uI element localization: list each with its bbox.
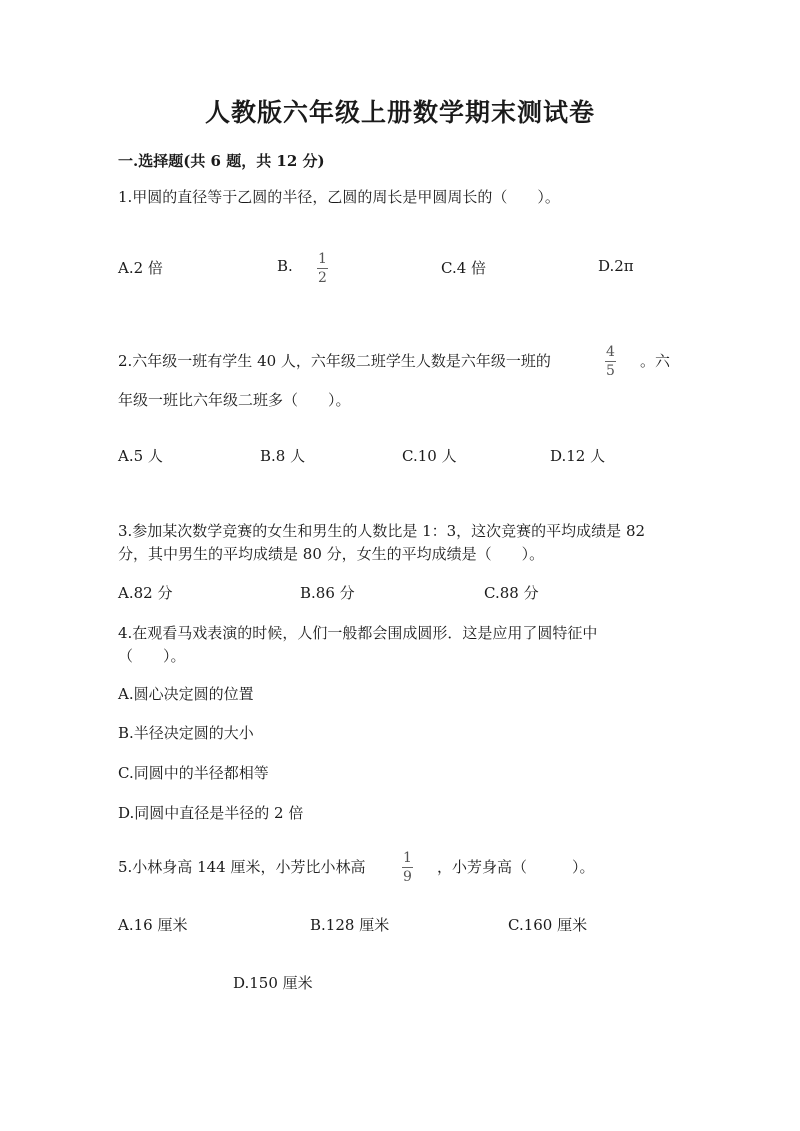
fraction-denominator: 2 (318, 270, 327, 286)
q2-fraction (605, 345, 616, 378)
q2-option-c[interactable]: C.10 人 (402, 447, 457, 465)
q5-option-d[interactable]: D.150 厘米 (233, 974, 313, 992)
q4-option-d[interactable]: D.同圆中直径是半径的 2 倍 (118, 804, 304, 822)
fraction-numerator: 1 (318, 251, 327, 267)
question-4-line-1: 4.在观看马戏表演的时候，人们一般都会围成圆形．这是应用了圆特征中 (118, 624, 598, 642)
question-2-line-1-end: 。六 (640, 352, 671, 370)
question-2-line-1: 2.六年级一班有学生 40 人，六年级二班学生人数是六年级一班的 (118, 352, 551, 370)
question-3-line-2: 分，其中男生的平均成绩是 80 分，女生的平均成绩是（ ）。 (118, 545, 545, 563)
question-5-text-end: ，小芳身高（ ）。 (437, 858, 595, 876)
q3-option-b[interactable]: B.86 分 (300, 584, 355, 602)
q5-option-c[interactable]: C.160 厘米 (508, 916, 588, 934)
q1-option-c[interactable]: C.4 倍 (441, 259, 487, 277)
q5-option-b[interactable]: B.128 厘米 (310, 916, 390, 934)
q2-option-d[interactable]: D.12 人 (550, 447, 606, 465)
q4-option-c[interactable]: C.同圆中的半径都相等 (118, 764, 269, 782)
q4-option-a[interactable]: A.圆心决定圆的位置 (118, 685, 254, 703)
q3-option-c[interactable]: C.88 分 (484, 584, 539, 602)
q1-option-a[interactable]: A.2 倍 (118, 259, 163, 277)
fraction-numerator: 1 (403, 850, 412, 866)
fraction-bar (317, 268, 328, 269)
q5-option-a[interactable]: A.16 厘米 (118, 916, 188, 934)
q5-fraction (402, 851, 413, 884)
fraction-bar (605, 361, 616, 362)
q2-option-a[interactable]: A.5 人 (118, 447, 163, 465)
q1-option-d[interactable]: D.2π (598, 257, 634, 275)
fraction-bar (402, 867, 413, 868)
question-1-text: 1.甲圆的直径等于乙圆的半径，乙圆的周长是甲圆周长的（ ）。 (118, 188, 560, 206)
q1-option-b-fraction (317, 252, 328, 285)
fraction-denominator: 5 (606, 363, 615, 379)
question-3-line-1: 3.参加某次数学竞赛的女生和男生的人数比是 1：3，这次竞赛的平均成绩是 82 (118, 522, 646, 540)
question-4-line-2: （ ）。 (118, 647, 186, 665)
q2-option-b[interactable]: B.8 人 (260, 447, 306, 465)
fraction-denominator: 9 (403, 869, 412, 885)
fraction-numerator: 4 (606, 344, 615, 360)
question-5-text: 5.小林身高 144 厘米，小芳比小林高 (118, 858, 366, 876)
page-title: 人教版六年级上册数学期末测试卷 (204, 98, 595, 127)
q3-option-a[interactable]: A.82 分 (118, 584, 173, 602)
question-2-line-2: 年级一班比六年级二班多（ ）。 (118, 391, 351, 409)
section-heading: 一.选择题(共 6 题，共 12 分) (118, 152, 325, 170)
q4-option-b[interactable]: B.半径决定圆的大小 (118, 724, 254, 742)
q1-option-b[interactable]: B. (277, 257, 293, 275)
